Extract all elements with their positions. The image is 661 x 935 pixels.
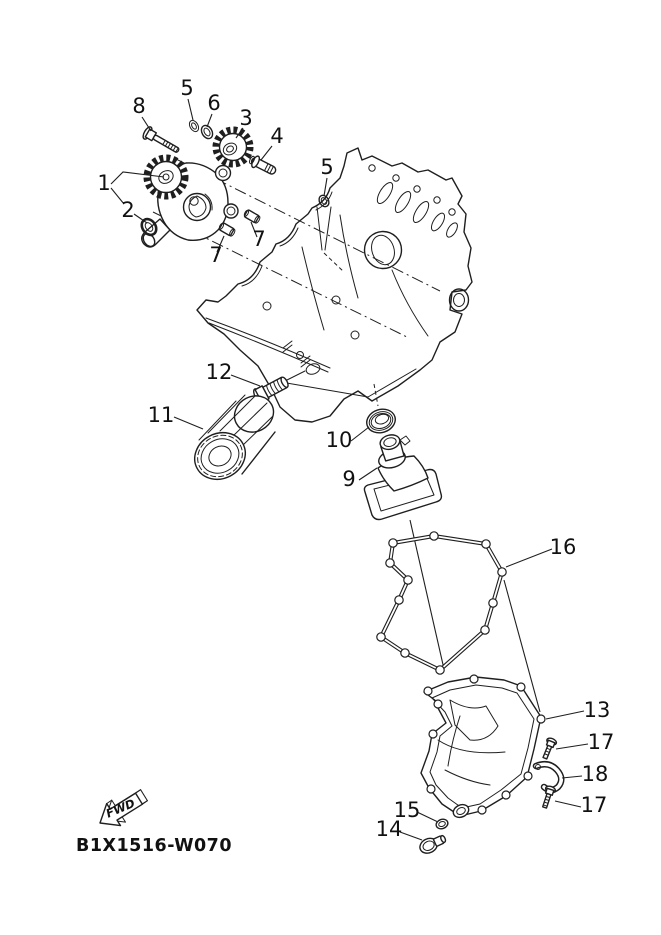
callout-10[interactable]: 10 (325, 428, 353, 452)
callout-7a[interactable]: 7 (209, 243, 223, 267)
oil-strainer (364, 433, 441, 520)
drain-washer (435, 818, 449, 831)
oil-pan (421, 675, 545, 820)
callout-1[interactable]: 1 (97, 171, 111, 195)
callout-15[interactable]: 15 (393, 798, 421, 822)
callout-8[interactable]: 8 (132, 94, 146, 118)
washer-5 (188, 119, 201, 133)
fwd-label: FWD (103, 795, 138, 821)
callout-6[interactable]: 6 (207, 91, 221, 115)
dowel-pin-a (218, 222, 236, 237)
callout-2[interactable]: 2 (121, 198, 135, 222)
callout-7b[interactable]: 7 (252, 227, 266, 251)
callout-12[interactable]: 12 (205, 360, 233, 384)
pan-bolt-upper (540, 737, 557, 760)
callout-5b[interactable]: 5 (320, 155, 334, 179)
callout-17a[interactable]: 17 (587, 730, 615, 754)
oil-pump-assembly (141, 158, 238, 249)
callout-13[interactable]: 13 (583, 698, 611, 722)
callout-9[interactable]: 9 (342, 467, 356, 491)
crankcase-drawing (197, 148, 472, 422)
oil-filter (186, 389, 279, 488)
dowel-pin-b (243, 209, 261, 224)
callout-18[interactable]: 18 (581, 762, 609, 786)
callout-16[interactable]: 16 (549, 535, 577, 559)
callout-17b[interactable]: 17 (580, 793, 608, 817)
seal-ring (364, 406, 399, 437)
callout-5a[interactable]: 5 (180, 76, 194, 100)
callout-14[interactable]: 14 (375, 817, 403, 841)
pump-bolt (141, 126, 181, 157)
fwd-arrow-icon (100, 790, 147, 826)
callout-4[interactable]: 4 (270, 124, 284, 148)
idler-gear (216, 130, 250, 164)
figure-part-code: B1X1516-W070 (76, 836, 233, 856)
pan-gasket (377, 532, 506, 674)
callout-3[interactable]: 3 (239, 106, 253, 130)
pump-gear (147, 158, 185, 196)
drain-bolt (417, 832, 447, 856)
callout-11[interactable]: 11 (147, 403, 175, 427)
